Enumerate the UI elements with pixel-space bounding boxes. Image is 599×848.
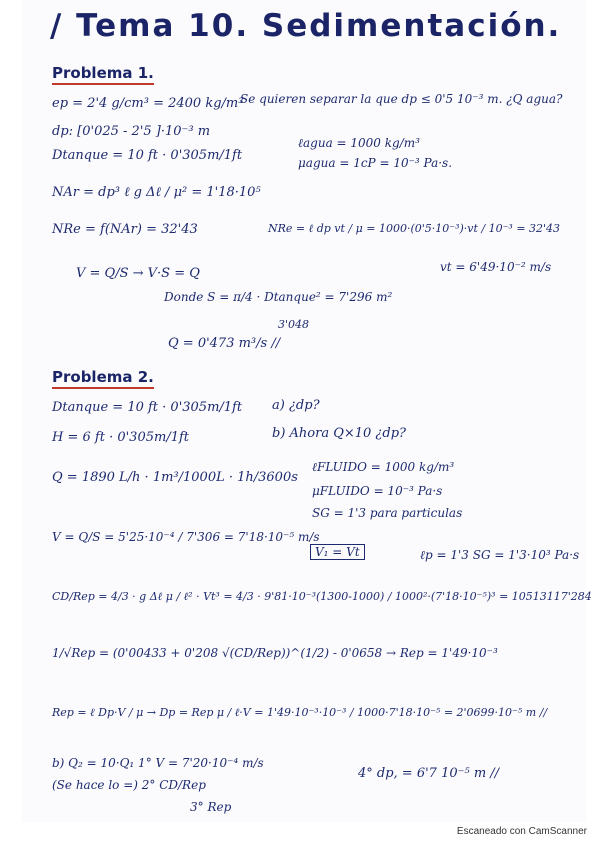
notebook-page bbox=[22, 0, 592, 822]
p2-part-a: a) ¿dp? bbox=[272, 398, 320, 413]
page-title: / Tema 10. Sedimentación. bbox=[50, 8, 562, 44]
p1-rho-water: ℓagua = 1000 kg/m³ bbox=[298, 136, 420, 150]
p1-diameter: 3'048 bbox=[278, 318, 310, 331]
p1-flow-result: Q = 0'473 m³/s // bbox=[168, 336, 281, 351]
p2-dtanque: Dtanque = 10 ft · 0'305m/1ft bbox=[52, 400, 243, 415]
p2-velocity: V = Q/S = 5'25·10⁻⁴ / 7'306 = 7'18·10⁻⁵ m/s bbox=[52, 530, 320, 544]
p2-v1-box: V₁ = Vt bbox=[310, 544, 365, 560]
p2-cd-rep: CD/Rep = 4/3 · g Δℓ μ / ℓ² · Vt³ = 4/3 · 9'81·10⁻³(1300-1000) / 1000²·(7'18·10⁻⁵)³ = 10513117'284 bbox=[52, 590, 592, 603]
p1-nre-fn: NRe = f(NAr) = 32'43 bbox=[52, 222, 198, 237]
p1-mu-water: μagua = 1cP = 10⁻³ Pa·s. bbox=[298, 156, 453, 170]
p2-height: H = 6 ft · 0'305m/1ft bbox=[52, 430, 190, 445]
p1-v-eq: V = Q/S → V·S = Q bbox=[76, 266, 200, 281]
p1-question: Se quieren separar la que dp ≤ 0'5 10⁻³ m. ¿Q agua? bbox=[240, 92, 563, 106]
p1-dp-range: dp: [0'025 - 2'5 ]·10⁻³ m bbox=[52, 124, 211, 139]
p2-flow: Q = 1890 L/h · 1m³/1000L · 1h/3600s bbox=[52, 470, 298, 485]
p2-mu-fluid: μFLUIDO = 10⁻³ Pa·s bbox=[312, 484, 443, 498]
p2-b-step1: b) Q₂ = 10·Q₁ 1° V = 7'20·10⁻⁴ m/s bbox=[52, 756, 264, 770]
p1-dtanque: Dtanque = 10 ft · 0'305m/1ft bbox=[52, 148, 243, 163]
problem2-heading: Problema 2. bbox=[52, 368, 154, 389]
p2-b-step3: 3° Rep bbox=[190, 800, 232, 814]
p2-sg: SG = 1'3 para particulas bbox=[312, 506, 463, 520]
p2-part-b: b) Ahora Q×10 ¿dp? bbox=[272, 426, 407, 441]
p1-nre-eq: NRe = ℓ dp vt / μ = 1000·(0'5·10⁻³)·vt / 10⁻³ = 32'43 bbox=[268, 222, 561, 235]
p1-area: Donde S = π/4 · Dtanque² = 7'296 m² bbox=[164, 290, 393, 304]
p2-rho-particle: ℓp = 1'3 SG = 1'3·10³ Pa·s bbox=[420, 548, 580, 562]
p2-rho-fluid: ℓFLUIDO = 1000 kg/m³ bbox=[312, 460, 455, 474]
p2-b-step2: (Se hace lo =) 2° CD/Rep bbox=[52, 778, 206, 792]
p1-nar: NAr = dp³ ℓ g Δℓ / μ² = 1'18·10⁵ bbox=[52, 185, 261, 200]
scanner-watermark: Escaneado con CamScanner bbox=[456, 826, 587, 837]
p2-b-result: 4° dp, = 6'7 10⁻⁵ m // bbox=[358, 766, 500, 781]
p1-vt: vt = 6'49·10⁻² m/s bbox=[440, 260, 552, 274]
problem1-heading: Problema 1. bbox=[52, 64, 154, 85]
p2-dp-result: Rep = ℓ Dp·V / μ → Dp = Rep μ / ℓ·V = 1'49·10⁻³·10⁻³ / 1000·7'18·10⁻⁵ = 2'0699·10⁻⁵ m // bbox=[52, 706, 548, 719]
p2-rep-correlation: 1/√Rep = (0'00433 + 0'208 √(CD/Rep))^(1/2) - 0'0658 → Rep = 1'49·10⁻³ bbox=[52, 646, 498, 660]
p1-density-line: ep = 2'4 g/cm³ = 2400 kg/m³ bbox=[52, 96, 244, 111]
